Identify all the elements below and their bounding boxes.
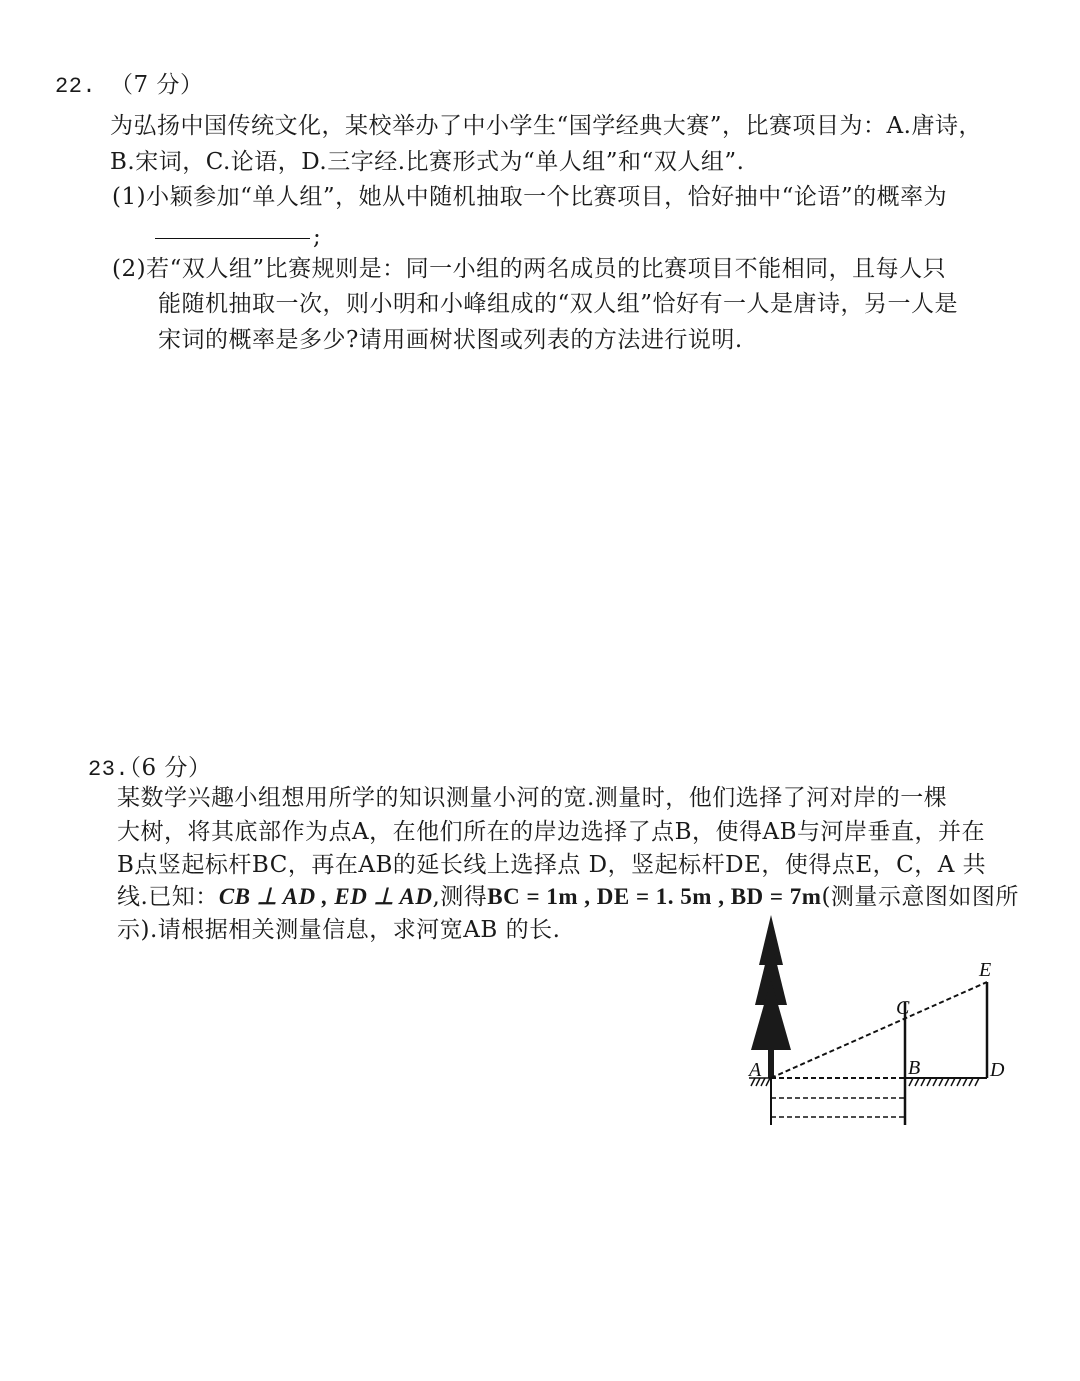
q23-line4-mid: ,测得 xyxy=(432,884,488,910)
q23-line1: 某数学兴趣小组想用所学的知识测量小河的宽.测量时，他们选择了河对岸的一棵 xyxy=(117,785,948,811)
q23-line4-suffix: (测量示意图如图所 xyxy=(821,884,1019,910)
q22-part1-end: ; xyxy=(313,224,322,250)
q22-stem-line1: 为弘扬中国传统文化，某校举办了中小学生“国学经典大赛”，比赛项目为：A.唐诗， xyxy=(110,113,982,139)
q23-number: 23. xyxy=(88,757,130,782)
q22-part1-line1: (1)小颖参加“单人组”，她从中随机抽取一个比赛项目，恰好抽中“论语”的概率为 xyxy=(112,184,948,210)
q22-points: （7 分） xyxy=(110,72,204,98)
q23-line2: 大树，将其底部作为点A，在他们所在的岸边选择了点B，使得AB与河岸垂直，并在 xyxy=(117,819,986,845)
q23-line5: 示).请根据相关测量信息，求河宽AB 的长. xyxy=(117,917,561,943)
q22-answer-blank[interactable] xyxy=(155,238,310,239)
label-C: C xyxy=(896,997,910,1019)
label-A: A xyxy=(749,1059,762,1081)
label-B: B xyxy=(908,1057,921,1079)
q23-perpendicular-conditions: CB ⊥ AD , ED ⊥ AD xyxy=(218,884,433,909)
line-AE xyxy=(771,982,987,1078)
q23-measurements: BC = 1m , DE = 1. 5m , BD = 7m xyxy=(487,884,822,909)
q23-points: （6 分） xyxy=(118,755,212,781)
q22-part2-line3: 宋词的概率是多少?请用画树状图或列表的方法进行说明. xyxy=(158,327,743,353)
q22-part2-line1: (2)若“双人组”比赛规则是：同一小组的两名成员的比赛项目不能相同，且每人只 xyxy=(112,256,947,282)
label-E: E xyxy=(979,959,992,981)
q23-line4-prefix: 线.已知： xyxy=(117,884,219,910)
near-bank-hatching xyxy=(909,1078,979,1086)
q22-number: 22. xyxy=(55,74,97,99)
q23-line4 xyxy=(117,882,1019,912)
q22-stem-line2: B.宋词，C.论语，D.三字经.比赛形式为“单人组”和“双人组”. xyxy=(110,149,745,175)
label-D: D xyxy=(990,1059,1005,1081)
q23-measurement-diagram xyxy=(735,910,1035,1140)
q22-part2-line2: 能随机抽取一次，则小明和小峰组成的“双人组”恰好有一人是唐诗，另一人是 xyxy=(158,291,959,317)
tree-icon xyxy=(751,915,791,1078)
q23-line3: B点竖起标杆BC，再在AB的延长线上选择点 D，竖起标杆DE，使得点E，C，A 共 xyxy=(117,852,987,878)
